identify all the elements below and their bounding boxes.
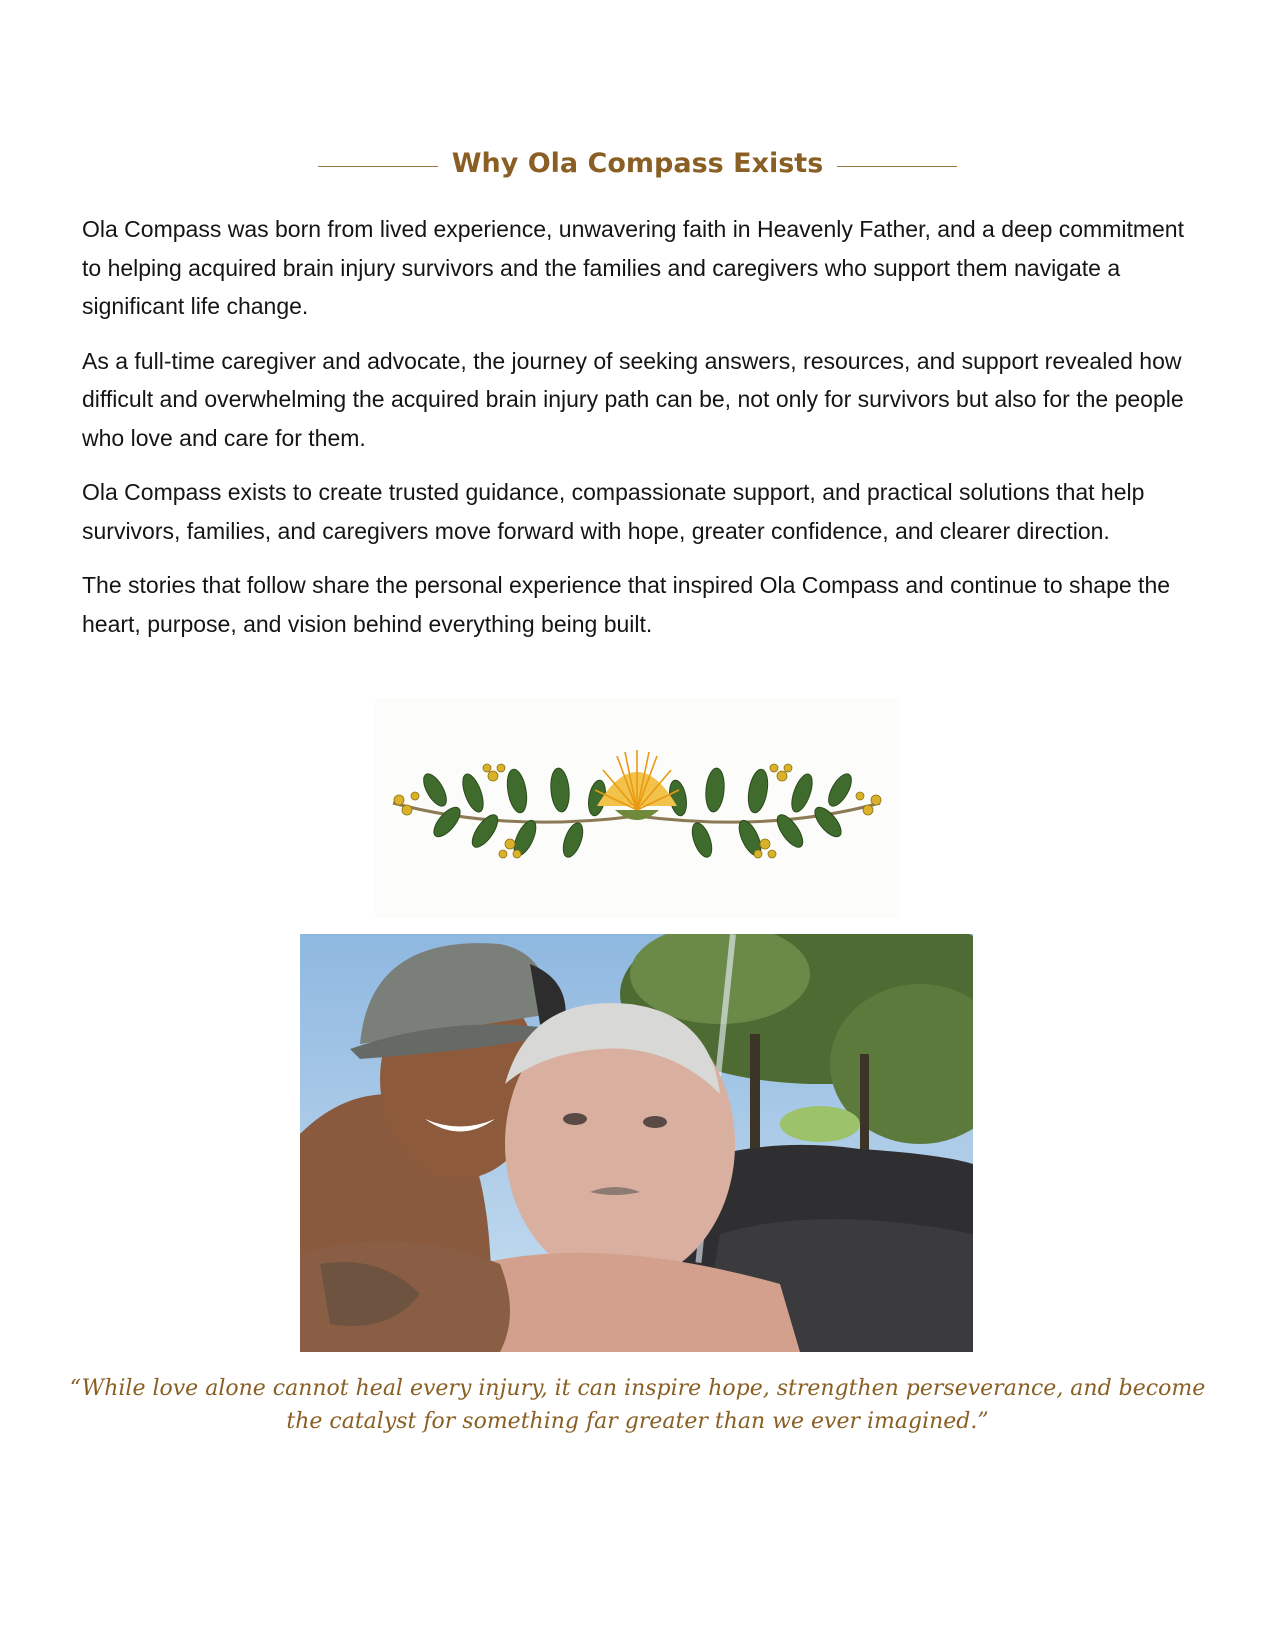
section-heading-row xyxy=(0,148,1275,179)
heading-rule-left xyxy=(318,166,438,167)
pull-quote: “While love alone cannot heal every injury, it can inspire hope, strengthen perseverance, and become the catalyst for something far greater than we ever imagined.” xyxy=(69,1376,1206,1434)
lehua-garland-ornament xyxy=(375,698,900,918)
lehua-garland-icon xyxy=(375,698,900,918)
section-heading: Why Ola Compass Exists xyxy=(451,148,824,179)
paragraph-4: The stories that follow share the personal experience that inspired Ola Compass and continue to shape the heart, purpose, and vision behind everything being built. xyxy=(82,572,1171,637)
couple-photo xyxy=(300,934,973,1352)
body-text xyxy=(82,210,1197,659)
paragraph-3: Ola Compass exists to create trusted guidance, compassionate support, and practical solutions that help survivors, families, and caregivers move forward with hope, greater confidence, and clearer direction. xyxy=(82,479,1145,544)
couple-photo-image xyxy=(300,934,973,1352)
heading-rule-right xyxy=(837,166,957,167)
paragraph-2: As a full-time caregiver and advocate, the journey of seeking answers, resources, and support revealed how difficult and overwhelming the acquired brain injury path can be, not only for survivors but also for the people who love and care for them. xyxy=(82,347,1184,451)
paragraph-1: Ola Compass was born from lived experience, unwavering faith in Heavenly Father, and a deep commitment to helping acquired brain injury survivors and the families and caregivers who support them navigate a significant life change. xyxy=(82,216,1184,319)
